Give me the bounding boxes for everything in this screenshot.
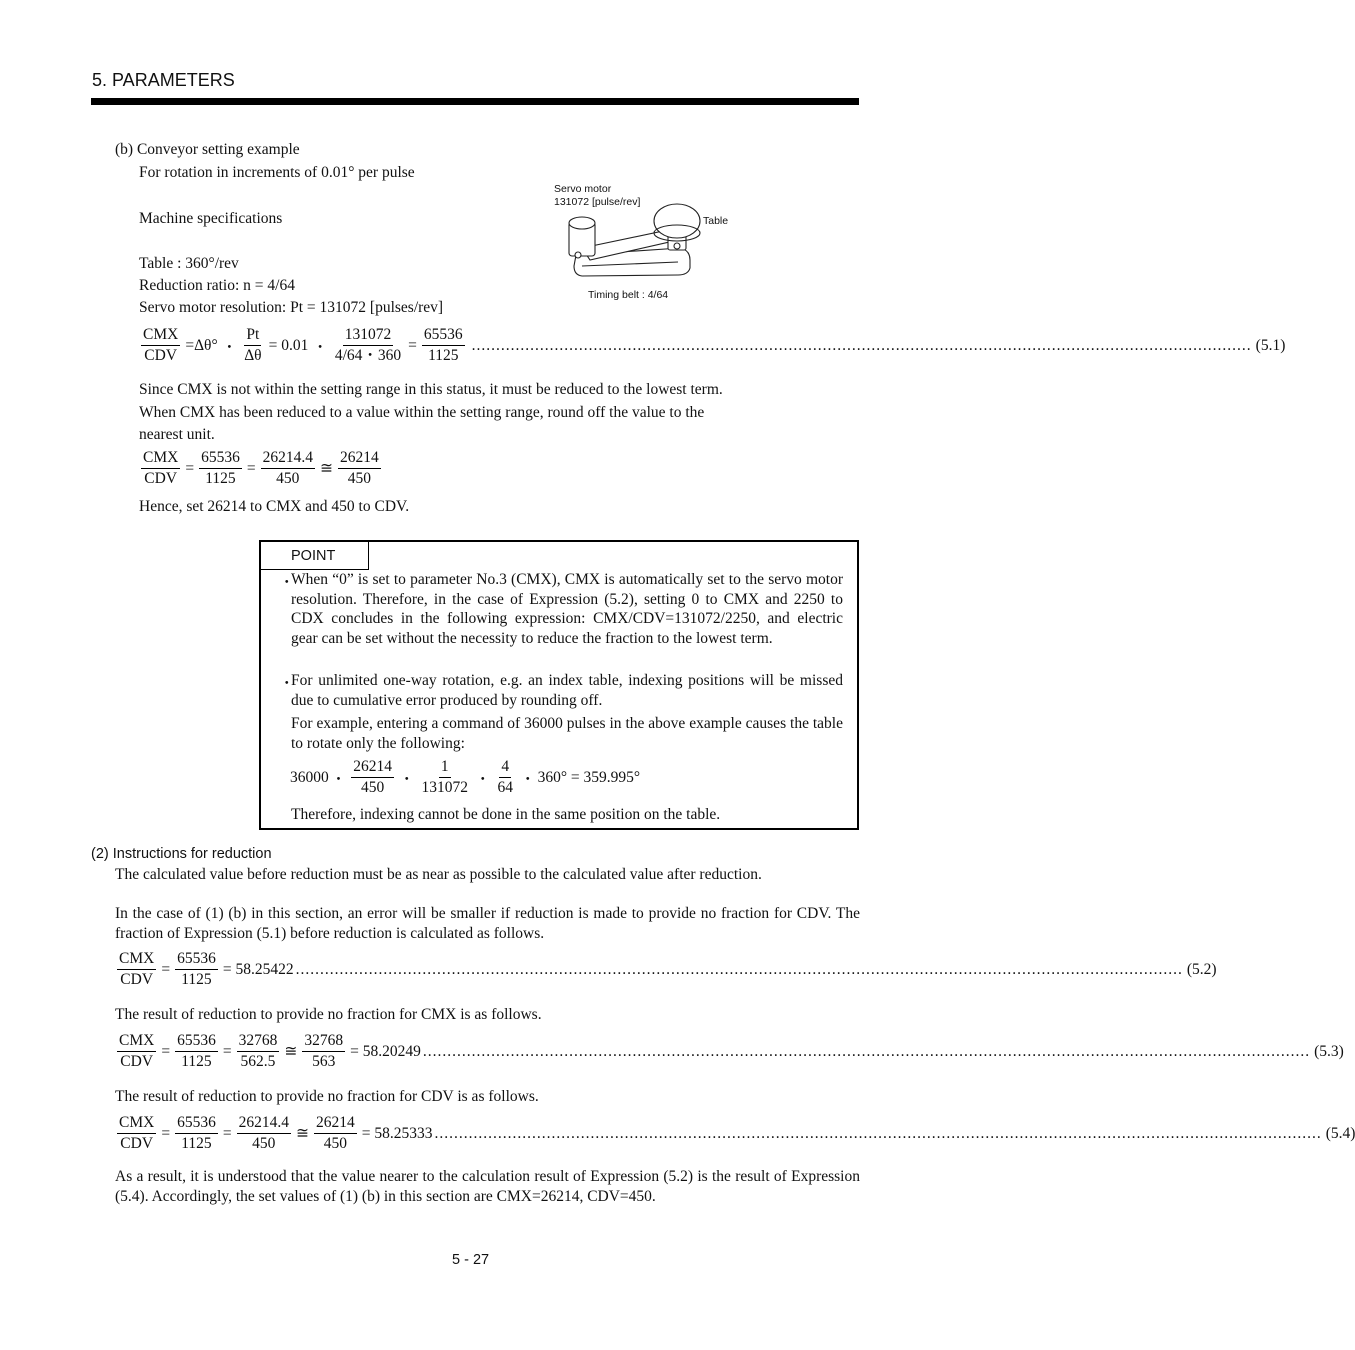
servo-resolution-label: 131072 [pulse/rev] xyxy=(554,196,641,208)
equals: = xyxy=(161,1042,171,1060)
numerator: 1 xyxy=(439,758,451,778)
numerator: 26214.4 xyxy=(237,1114,291,1134)
pt-label: Pt xyxy=(244,326,261,346)
cmx-label: CMX xyxy=(117,950,156,970)
numerator: 32768 xyxy=(302,1032,345,1052)
denominator: 563 xyxy=(312,1053,336,1070)
numerator: 65536 xyxy=(175,1114,218,1134)
cdv-label: CDV xyxy=(144,347,178,364)
denominator: 1125 xyxy=(181,1053,212,1070)
equals: = xyxy=(161,960,171,978)
numerator: 65536 xyxy=(422,326,465,346)
conveyor-intro: For rotation in increments of 0.01° per pulse xyxy=(139,164,415,181)
approx-sign: ≅ xyxy=(319,460,333,477)
cmx-label: CMX xyxy=(117,1114,156,1134)
denominator: 450 xyxy=(361,779,385,796)
delta-theta-term: =Δθ° xyxy=(185,336,218,354)
equation-tag: (5.2) xyxy=(1186,960,1217,978)
denominator: 1125 xyxy=(181,971,212,988)
denominator: 450 xyxy=(252,1135,276,1152)
cdv-label: CDV xyxy=(120,1053,154,1070)
conveyor-heading: (b) Conveyor setting example xyxy=(115,141,300,158)
point-example: For example, entering a command of 36000 pulses in the above example causes the table to rotate only the following: xyxy=(291,715,843,752)
equation-5-2: $\frac{\text{CMX}}{\text{CDV}}$ = $\frac{65536}{1125}$ = 58.25422 ...................................................................................................................................................................................... (5.2) xyxy=(119,950,1217,988)
point-bullet-1: When “0” is set to parameter No.3 (CMX), CMX is automatically set to the servo motor resolution. Therefore, in the case of Expression (5.2), setting 0 to CMX and 2250 to CDX concludes in the following expression: CMX/CDV=131072/2250, and electric gear can be set without the necessity to reduce the fraction to the lowest term. xyxy=(291,571,843,647)
spec-reduction: Reduction ratio: n = 4/64 xyxy=(139,277,295,294)
denominator: 1125 xyxy=(205,470,236,487)
cmx-label: CMX xyxy=(141,449,180,469)
delta-theta-label: Δθ xyxy=(244,347,262,364)
equals: = xyxy=(185,459,195,477)
paragraph-line: nearest unit. xyxy=(139,426,215,443)
point-calculation: 36000 ・ $\frac{26214}{450}$ ・ $\frac{1}{131072}$ ・ $\frac{4}{64}$ ・ 360° = 359.995° xyxy=(290,758,641,796)
cdv-label: CDV xyxy=(120,1135,154,1152)
cdv-label: CDV xyxy=(144,470,178,487)
denominator: 450 xyxy=(347,470,371,487)
bullet-icon: ・ xyxy=(279,675,295,692)
page-number: 5 - 27 xyxy=(452,1252,490,1268)
numerator: 131072 xyxy=(343,326,394,346)
equation-5-1: $\frac{\text{CMX}}{\text{CDV}}$ =Δθ° ・ $\frac{Pt}{\Delta\theta}$ = 0.01 ・ $\frac{131072}{4/64・360}$ = $\frac{65536}{1125}$ ................................................................................................................................................................ (5.1) xyxy=(143,326,1286,364)
equals: = xyxy=(246,459,256,477)
equals: = xyxy=(222,1124,232,1142)
equals: = xyxy=(222,1042,232,1060)
equation-tag: (5.3) xyxy=(1314,1042,1344,1060)
instructions-para-5: As a result, it is understood that the value nearer to the calculation result of Expression (5.2) is the result of Expression (5.4). Accordingly, the set values of (1) (b) in this section are CMX=26214, CDV=450. xyxy=(115,1168,860,1205)
equation-tag: (5.1) xyxy=(1255,336,1286,354)
denominator: 562.5 xyxy=(240,1053,276,1070)
approx-sign: ≅ xyxy=(295,1125,309,1142)
denominator: 4/64・360 xyxy=(334,347,402,364)
value-001: = 0.01 xyxy=(268,336,309,354)
numerator: 26214.4 xyxy=(261,449,315,469)
numerator: 26214 xyxy=(351,758,394,778)
instructions-para-3: The result of reduction to provide no fraction for CMX is as follows. xyxy=(115,1006,542,1023)
equation-5-4: $\frac{\text{CMX}}{\text{CDV}}$ = $\frac{65536}{1125}$ = $\frac{26214.4}{450}$ ≅ $\frac{26214}{450}$ = 58.25333 ...................................................................................................................................................................................... (5.4) xyxy=(119,1114,1355,1152)
denominator: 450 xyxy=(276,470,300,487)
numerator: 26214 xyxy=(338,449,381,469)
timing-belt-label: Timing belt : 4/64 xyxy=(588,289,669,301)
denominator: 450 xyxy=(323,1135,347,1152)
numerator: 65536 xyxy=(175,1032,218,1052)
point-bullet-2: For unlimited one-way rotation, e.g. an index table, indexing positions will be missed due to cumulative error produced by rounding off. xyxy=(291,672,843,709)
section-title: 5. PARAMETERS xyxy=(92,70,235,90)
cmx-label: CMX xyxy=(141,326,180,346)
result: = 58.25333 xyxy=(361,1124,433,1142)
point-conclusion: Therefore, indexing cannot be done in the same position on the table. xyxy=(291,806,721,823)
equation-5-3: $\frac{\text{CMX}}{\text{CDV}}$ = $\frac{65536}{1125}$ = $\frac{32768}{562.5}$ ≅ $\frac{32768}{563}$ = 58.20249 ...................................................................................................................................................................................... (5.3) xyxy=(119,1032,1344,1070)
cmx-label: CMX xyxy=(117,1032,156,1052)
equals: = xyxy=(161,1124,171,1142)
calc-start: 36000 xyxy=(290,768,329,786)
numerator: 32768 xyxy=(237,1032,280,1052)
equation-rounding xyxy=(138,449,384,488)
denominator: 131072 xyxy=(421,779,469,796)
instructions-para-2: In the case of (1) (b) in this section, an error will be smaller if reduction is made to provide no fraction for CDV. The fraction of Expression (5.1) before reduction is calculated as follows. xyxy=(115,905,860,942)
approx-sign: ≅ xyxy=(284,1043,298,1060)
denominator: 1125 xyxy=(428,347,459,364)
numerator: 4 xyxy=(499,758,511,778)
paragraph-line: When CMX has been reduced to a value within the setting range, round off the value to the xyxy=(139,404,705,421)
numerator: 26214 xyxy=(314,1114,357,1134)
hence-line: Hence, set 26214 to CMX and 450 to CDV. xyxy=(139,498,410,515)
equals: = xyxy=(408,336,417,354)
denominator: 1125 xyxy=(181,1135,212,1152)
denominator: 64 xyxy=(497,779,514,796)
cdv-label: CDV xyxy=(120,971,154,988)
bullet-icon: ・ xyxy=(279,574,295,591)
point-box xyxy=(259,540,859,830)
spec-table: Table : 360°/rev xyxy=(139,255,239,272)
instructions-para-4: The result of reduction to provide no fraction for CDV is as follows. xyxy=(115,1088,539,1105)
machine-spec-heading: Machine specifications xyxy=(139,210,283,227)
instructions-heading: (2) Instructions for reduction xyxy=(91,846,272,862)
numerator: 65536 xyxy=(199,449,242,469)
instructions-para-1: The calculated value before reduction must be as near as possible to the calculated value after reduction. xyxy=(115,866,762,883)
point-label: POINT xyxy=(261,542,369,570)
result: = 58.25422 xyxy=(222,960,294,978)
numerator: 65536 xyxy=(175,950,218,970)
conveyor-diagram xyxy=(560,200,710,282)
spec-resolution: Servo motor resolution: Pt = 131072 [pulses/rev] xyxy=(139,299,444,316)
table-label: Table xyxy=(703,215,729,227)
paragraph-line: Since CMX is not within the setting range in this status, it must be reduced to the lowest term. xyxy=(139,381,723,398)
calc-tail: 360° = 359.995° xyxy=(537,768,641,786)
servo-motor-label: Servo motor xyxy=(554,183,612,195)
equation-tag: (5.4) xyxy=(1325,1124,1355,1142)
header-rule xyxy=(91,98,859,105)
result: = 58.20249 xyxy=(350,1042,421,1060)
